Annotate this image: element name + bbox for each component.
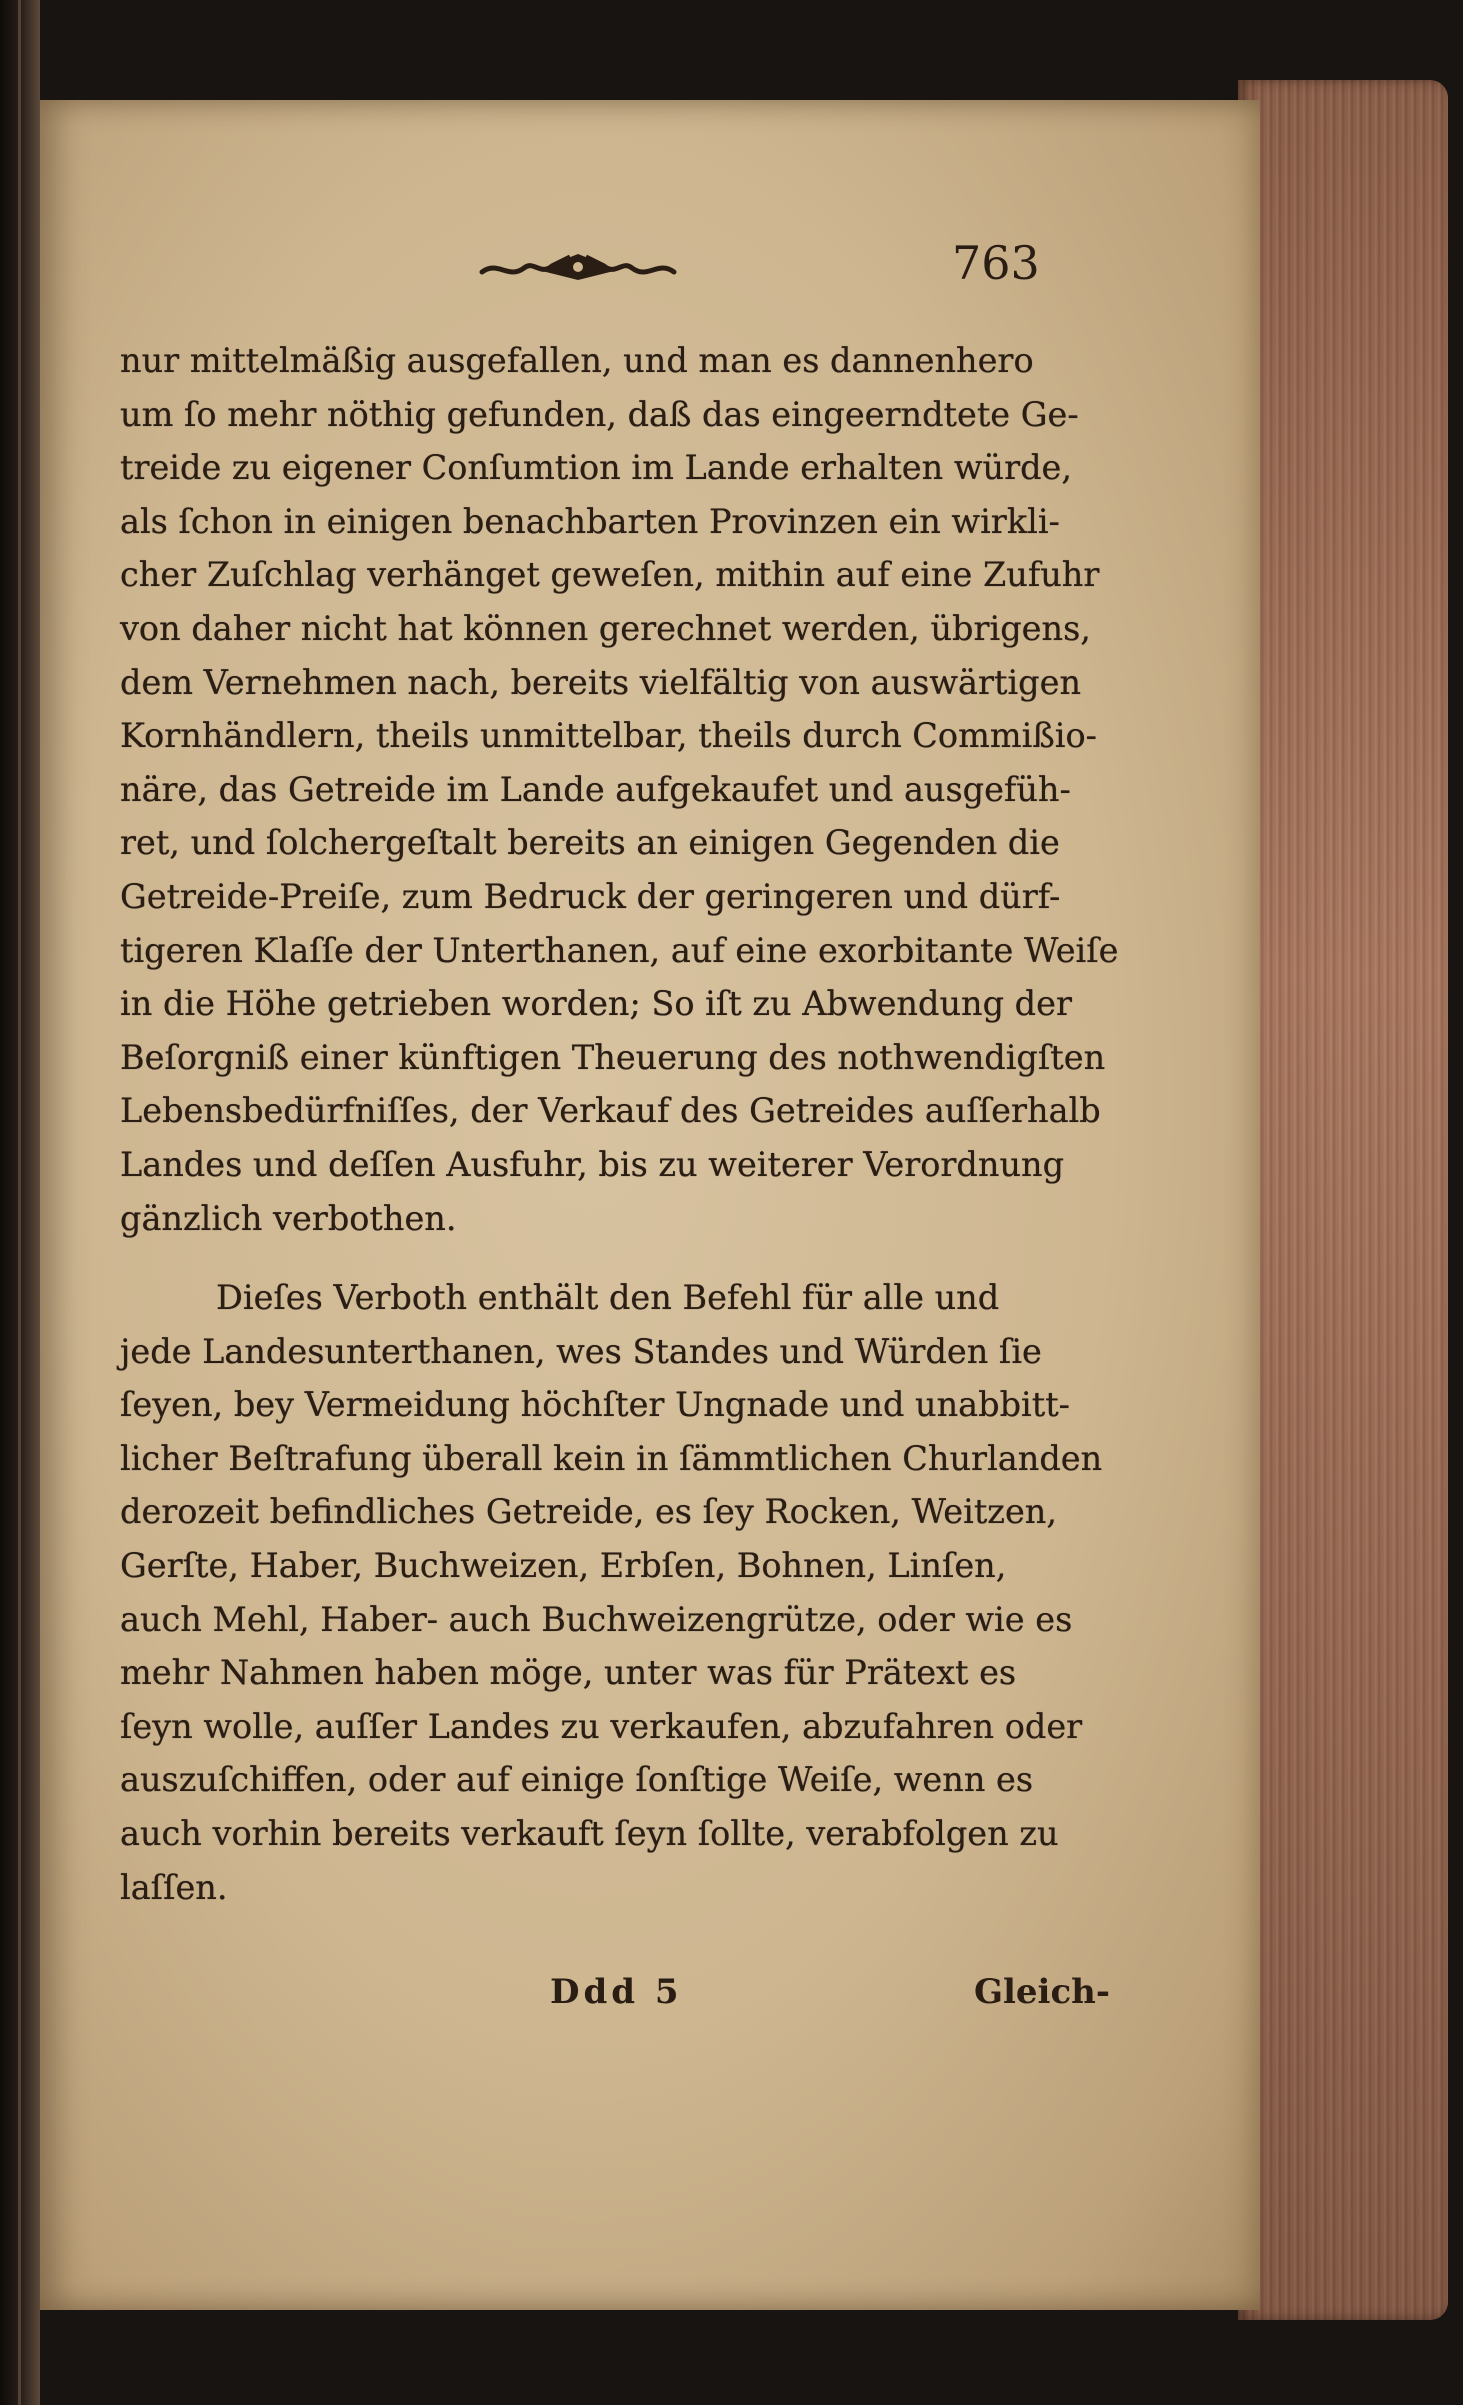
text-line: Dieſes Verboth enthält den Befehl für alle und [216, 1278, 1000, 1318]
text-line: Getreide-Preiſe, zum Bedruck der geringeren und dürf- [120, 876, 1061, 916]
text-line: als ſchon in einigen benachbarten Provinzen ein wirkli- [120, 501, 1060, 541]
text-line: ret, und ſolchergeſtalt bereits an einigen Gegenden die [120, 823, 1060, 863]
text-line: nur mittelmäßig ausgefallen, und man es dannenhero [120, 341, 1034, 380]
page-edges [1238, 80, 1448, 2320]
text-line: in die Höhe getrieben worden; So iſt zu Abwendung der [120, 984, 1072, 1024]
text-line: dem Vernehmen nach, bereits vielfältig von auswärtigen [120, 662, 1082, 702]
text-line: tigeren Klaſſe der Unterthanen, auf eine exorbitante Weiſe [120, 930, 1119, 970]
text-line: auch vorhin bereits verkauft ſeyn ſollte, verabfolgen zu [120, 1814, 1059, 1854]
text-line: Beſorgniß einer künftigen Theuerung des nothwendigſten [120, 1037, 1106, 1077]
text-line: auch Mehl, Haber- auch Buchweizengrütze, oder wie es [120, 1599, 1073, 1639]
text-line: mehr Nahmen haben möge, unter was für Prätext es [120, 1653, 1017, 1693]
text-line: um ſo mehr nöthig gefunden, daß das eingeerndtete Ge- [120, 394, 1079, 434]
text-line: derozeit befindliches Getreide, es ſey Rocken, Weitzen, [120, 1492, 1058, 1532]
text-line: Lebensbedürfniſſes, der Verkauf des Getreides auſſerhalb [120, 1091, 1101, 1131]
text-line: jede Landesunterthanen, wes Standes und Würden ſie [120, 1331, 1042, 1371]
text-line: von daher nicht hat können gerechnet werden, übrigens, [120, 608, 1091, 648]
text-line: Landes und deſſen Ausfuhr, bis zu weiterer Verordnung [120, 1144, 1065, 1184]
text-line: ſeyen, bey Vermeidung höchſter Ungnade und unabbitt- [120, 1385, 1071, 1425]
text-line: näre, das Getreide im Lande aufgekaufet und ausgefüh- [120, 769, 1071, 809]
text-line: treide zu eigener Conſumtion im Lande erhalten würde, [120, 448, 1073, 488]
page-number: 763 [952, 236, 1040, 290]
text-line: cher Zuſchlag verhänget geweſen, mithin auf eine Zufuhr [120, 555, 1100, 595]
body-text [120, 334, 1119, 1914]
paragraph-gap [120, 1245, 1080, 1271]
binding-edge-line [18, 0, 21, 2405]
text-line: licher Beſtrafung überall kein in ſämmtlichen Churlanden [120, 1438, 1103, 1478]
text-line: Gerſte, Haber, Buchweizen, Erbſen, Bohnen, Linſen, [120, 1546, 1007, 1586]
text-line: gänzlich verbothen. [120, 1198, 457, 1238]
text-line: auszuſchiffen, oder auf einige ſonſtige Weiſe, wenn es [120, 1760, 1034, 1800]
text-line: Kornhändlern, theils unmittelbar, theils durch Commißio- [120, 716, 1097, 756]
decorative-ornament-icon [478, 250, 678, 284]
signature-mark: Ddd 5 [550, 1972, 683, 2012]
text-line: laſſen. [120, 1867, 228, 1907]
text-line: ſeyn wolle, auſſer Landes zu verkaufen, abzufahren oder [120, 1706, 1083, 1746]
catchword: Gleich- [973, 1972, 1110, 2012]
